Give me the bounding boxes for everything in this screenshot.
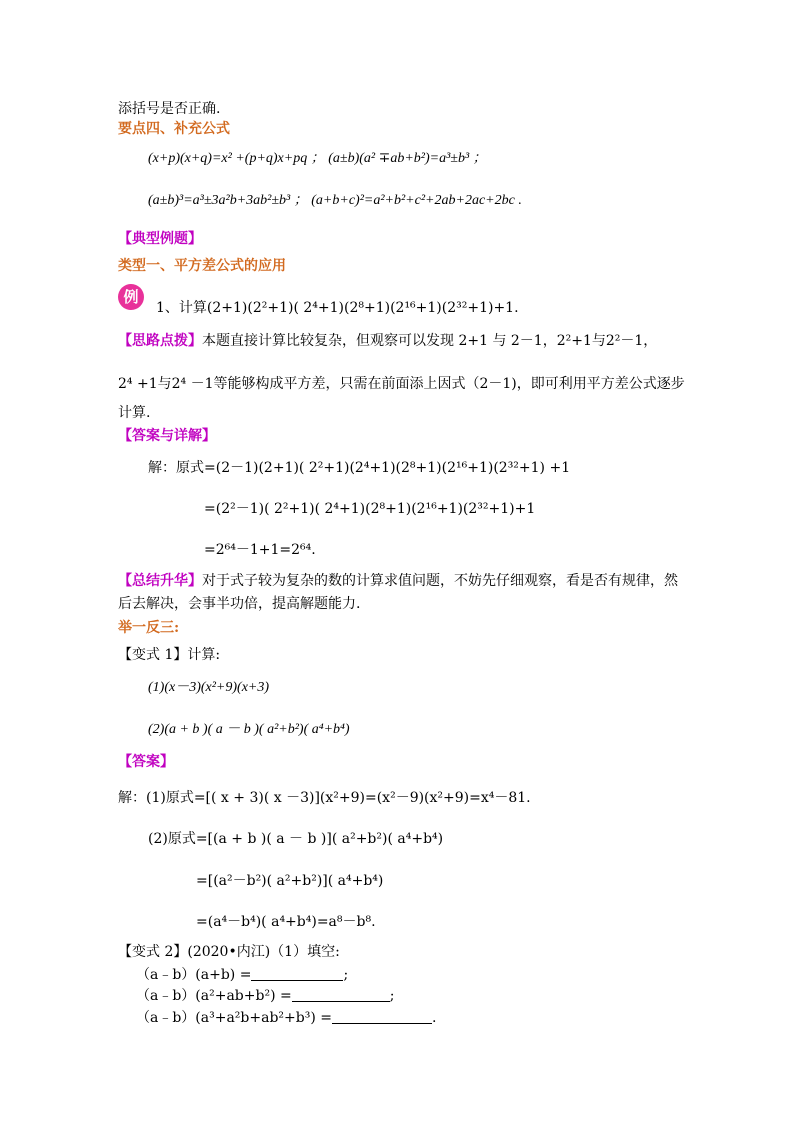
example-badge: 例 (118, 284, 144, 310)
variant-2-q3: （a﹣b）(a³+a²b+ab²+b³) = . (136, 1010, 437, 1026)
summary-line-1 (118, 572, 678, 590)
formula-line-2: (a±b)³=a³±3a²b+3ab²±b³ ； (a+b+c)²=a²+b²+c²+2ab+2ac+2bc . (148, 193, 522, 208)
section4-title: 要点四、补充公式 (118, 121, 230, 137)
variant-1-answer-2-line-1: (2)原式=[(a + b )( a － b )]( a²+b²)( a⁴+b⁴) (148, 831, 444, 847)
variant-1-q1: (1)(x－3)(x²+9)(x+3) (148, 680, 270, 695)
typical-examples-heading: 【典型例题】 (118, 231, 202, 247)
type1-title: 类型一、平方差公式的应用 (118, 258, 286, 274)
variant-1-answer-2-line-2: =[(a²－b²)( a²+b²)]( a⁴+b⁴) (196, 873, 384, 889)
solution-line-3: =2⁶⁴－1+1=2⁶⁴. (204, 542, 316, 558)
hint-line-3: 计算. (118, 405, 151, 421)
fill-blank-1[interactable] (251, 968, 343, 981)
hint-line-2: 2⁴ +1与2⁴ －1等能够构成平方差，只需在前面添上因式（2－1)，即可利用平方差公式逐步 (118, 376, 685, 392)
summary-text-1: 对于式子较为复杂的数的计算求值问题，不妨先仔细观察，看是否有规律，然 (202, 573, 678, 589)
variant-2-heading: 【变式 2】(2020•内江)（1）填空: (118, 944, 340, 960)
formula-line-1: (x+p)(x+q)=x² +(p+q)x+pq ； (a±b)(a² ∓ab+b²)=a³±b³ ； (148, 151, 487, 166)
formula-1: (x+p)(x+q)=x² +(p+q)x+pq (148, 151, 308, 166)
variant-1-q2: (2)(a + b )( a － b )( a²+b²)( a⁴+b⁴) (148, 722, 350, 737)
fill-blank-2[interactable] (292, 989, 390, 1002)
solution-line-1: 解：原式=(2－1)(2+1)( 2²+1)(2⁴+1)(2⁸+1)(2¹⁶+1)(2³²+1) +1 (148, 460, 571, 476)
summary-label: 【总结升华】 (118, 573, 202, 589)
answer-label: 【答案】 (118, 754, 174, 770)
hint-line-1 (118, 332, 657, 350)
variant-1-answer-2-line-3: =(a⁴－b⁴)( a⁴+b⁴)=a⁸－b⁸. (196, 914, 376, 930)
formula-2: (a±b)(a² ∓ab+b²)=a³±b³ (328, 151, 470, 166)
solution-line-2: =(2²－1)( 2²+1)( 2⁴+1)(2⁸+1)(2¹⁶+1)(2³²+1)+1 (204, 501, 536, 517)
fill-blank-3[interactable] (332, 1011, 432, 1024)
variant-2-q1: （a﹣b）(a+b) = ; (136, 967, 349, 983)
summary-line-2: 后去解决，会事半功倍，提高解题能力. (118, 596, 361, 612)
hint-label: 【思路点拨】 (118, 333, 202, 349)
variant-1-heading: 【变式 1】计算: (118, 647, 221, 663)
top-line: 添括号是否正确. (118, 101, 221, 117)
answer-detail-label: 【答案与详解】 (118, 428, 216, 444)
formula-3: (a±b)³=a³±3a²b+3ab²±b³ (148, 193, 291, 208)
formula-4: (a+b+c)²=a²+b²+c²+2ab+2ac+2bc (311, 193, 515, 208)
hint-text-1: 本题直接计算比较复杂，但观察可以发现 2+1 与 2－1，2²+1与2²－1， (202, 333, 658, 349)
example-1: 1、计算(2+1)(2²+1)( 2⁴+1)(2⁸+1)(2¹⁶+1)(2³²+1)+1. (156, 300, 519, 316)
variant-1-answer-1: 解：(1)原式=[( x + 3)( x －3)](x²+9)=(x²－9)(x²+9)=x⁴－81. (118, 790, 531, 806)
one-to-three-heading: 举一反三: (118, 620, 180, 636)
variant-2-q2: （a﹣b）(a²+ab+b²) = ; (136, 988, 395, 1004)
